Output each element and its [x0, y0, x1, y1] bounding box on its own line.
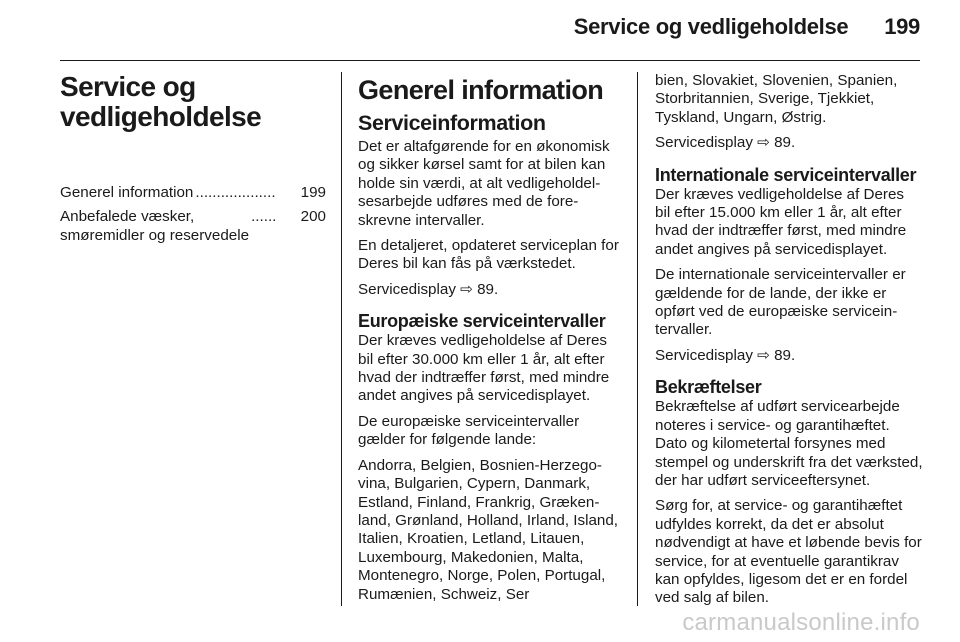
content-column-2 — [358, 72, 624, 611]
toc-entry[interactable] — [60, 208, 326, 245]
header-rule — [60, 60, 920, 61]
paragraph: Der kræves vedligeholdelse af Deres bil efter 15.000 km eller 1 år, alt efter hvad der indtræffer først, med mindre andet angives på servicedisplayet. — [655, 185, 907, 258]
cross-reference[interactable] — [655, 347, 923, 365]
subsection-title-serviceinformation: Serviceinformation — [358, 111, 546, 135]
chapter-column — [60, 72, 326, 251]
arrow-right-icon: ⇨ — [757, 346, 770, 364]
cross-reference[interactable] — [655, 134, 923, 152]
running-header — [574, 14, 920, 40]
toc-entry-text[interactable]: Anbefalede væsker, smøremidler og reservedele — [60, 208, 250, 244]
paragraph: Bekræftelse af udført servicearbejde noteres i service- og garantihæftet. Dato og kilometertal forsynes med stempel og underskrift fra det værksted, der har udført serviceeftersynet. — [655, 398, 923, 489]
toc-entry-text[interactable]: Generel information — [60, 184, 194, 201]
chapter-title: Service og vedligeholdelse — [60, 71, 262, 132]
country-list: Andorra, Belgien, Bosnien-Herzegovina, Bulgarien, Cypern, Danmark, Estland, Finland, Frankrig, Grækenland, Grønland, Holland, Irland, Island, Italien, Kroatien, Letland, Litauen, Luxembourg, Makedonien, Malta, Montenegro, Norge, Polen, Portugal, Rumænien, Schweiz, Ser — [358, 456, 619, 603]
paragraph: De internationale serviceintervaller er gældende for de lande, der ikke er opført ved de europæiske serviceintervaller. — [655, 266, 906, 339]
toc-leader-dots: ................... — [195, 184, 276, 201]
toc-entry-page[interactable]: 200 — [300, 208, 326, 226]
page-number: 199 — [884, 14, 920, 39]
cross-reference-label: Servicedisplay — [358, 280, 461, 298]
running-title: Service og vedligeholdelse — [573, 14, 849, 39]
content-column-3 — [655, 72, 923, 615]
paragraph: Der kræves vedligeholdelse af Deres bil efter 30.000 km eller 1 år, alt efter hvad der indtræffer først, med mindre andet angives på servicedisplayet. — [358, 332, 610, 405]
cross-reference-label: Servicedisplay — [655, 346, 758, 364]
paragraph: En detaljeret, opdateret serviceplan for Deres bil kan fås på værkstedet. — [358, 237, 619, 273]
subsection-title-internationale: Internationale serviceintervaller — [655, 164, 917, 185]
cross-reference-page[interactable]: 89. — [769, 134, 796, 152]
toc-leader-dots: ...... — [251, 208, 277, 226]
cross-reference-page[interactable]: 89. — [769, 346, 796, 364]
column-divider-2 — [637, 72, 638, 606]
watermark: carmanualsonline.info — [682, 609, 920, 636]
cross-reference-label: Servicedisplay — [655, 134, 758, 152]
country-list-continued: bien, Slovakiet, Slovenien, Spanien, Storbritannien, Sverige, Tjekkiet, Tyskland, Ungarn, Østrig. — [655, 72, 898, 126]
paragraph: Sørg for, at service- og garantihæftet udfyldes korrekt, da det er absolut nødvendigt at have et løbende bevis for service, for at eventuelle garantikrav kan opfyldes, ligesom det er en fordel ved salg af bilen. — [655, 497, 922, 607]
subsection-title-europaeiske: Europæiske serviceintervaller — [358, 311, 606, 332]
arrow-right-icon: ⇨ — [460, 280, 473, 298]
toc-entry[interactable] — [60, 184, 326, 202]
paragraph: Det er altafgørende for en økonomisk og sikker kørsel samt for at bilen kan holde sin værdi, at alt vedligeholdelsesarbejde udføres med de foreskrevne intervaller. — [358, 138, 610, 229]
paragraph: De europæiske serviceintervaller gælder for følgende lande: — [358, 412, 580, 449]
column-divider-1 — [341, 72, 342, 606]
cross-reference-page[interactable]: 89. — [472, 280, 499, 298]
section-title: Generel information — [358, 75, 604, 105]
toc-entry-page[interactable]: 199 — [300, 184, 326, 201]
arrow-right-icon: ⇨ — [757, 134, 770, 152]
subsection-title-bekraeftelser: Bekræftelser — [655, 377, 762, 398]
cross-reference[interactable] — [358, 281, 624, 299]
